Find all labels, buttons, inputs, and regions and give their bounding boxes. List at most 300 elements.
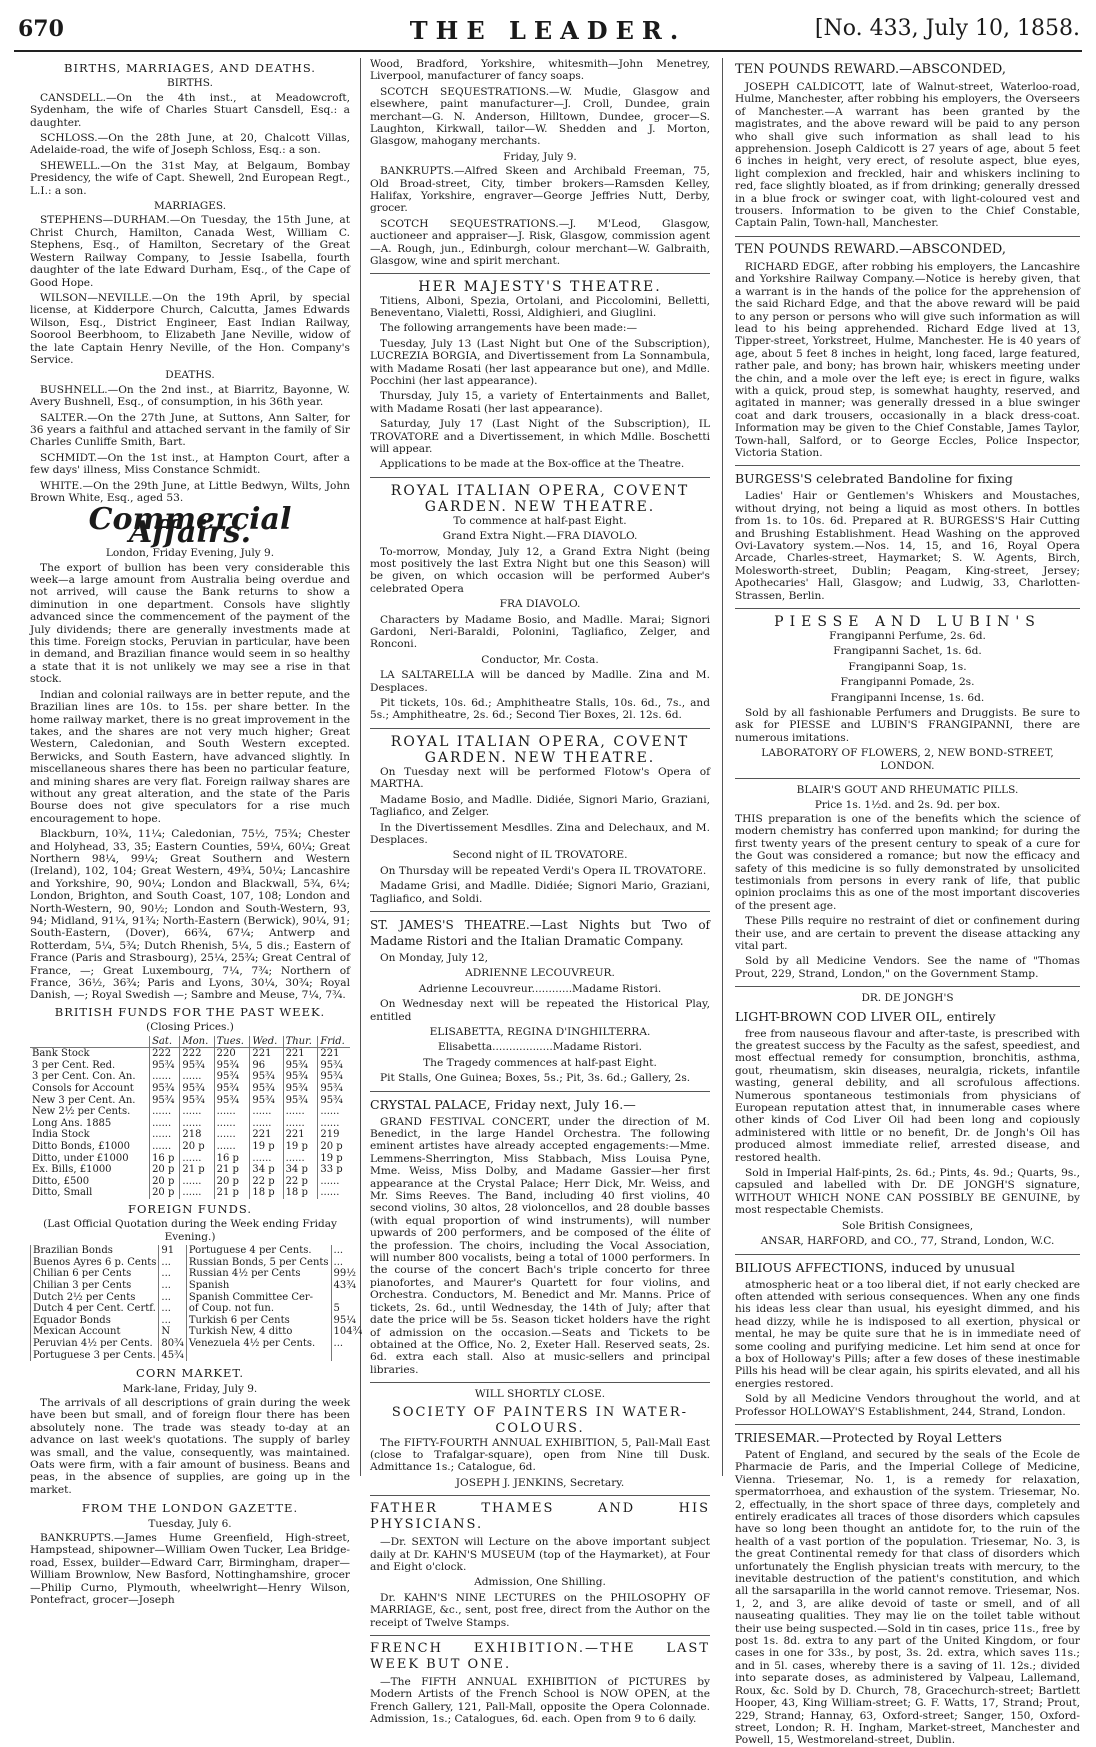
fund-price-cell: 20 p (180, 1141, 214, 1153)
fund-price-cell: 20 p (214, 1176, 250, 1188)
product-line: Frangipanni Pomade, 2s. (840, 676, 975, 689)
commercial-dateline: London, Friday Evening, July 9. (105, 547, 275, 560)
fund-price-cell: 21 p (214, 1187, 250, 1199)
fund-price-cell: ... (331, 1257, 364, 1269)
advert-address: LABORATORY OF FLOWERS, 2, NEW BOND-STREET, LONDON. (761, 747, 1054, 772)
corn-dateline: Mark-lane, Friday, July 9. (122, 1382, 258, 1395)
fund-price-cell: 18 p (283, 1187, 318, 1199)
fund-price-cell: ...... (318, 1106, 350, 1118)
french-exhibition-advert (370, 1641, 710, 1726)
table-row (31, 1292, 365, 1304)
advert-body: The FIFTY-FOURTH ANNUAL EXHIBITION, 5, Pall-Mall East (close to Trafalgar-square), open from Nine till Dusk. Admittance 1s.; Catalogue, 6d. (370, 1436, 710, 1474)
gazette-paragraph: BANKRUPTS.—James Hume Greenfield, High-street, Hampstead, shipowner—William Owen Tucker, Lea Bridge-road, Essex, builder—Edward Carr, Birmingham, draper—William Brownlow, New Basford, Nottinghamshire, grocer—Philip Curno, Plymouth, wheelwright—Henry Wilson, Pontefract, grocer—Joseph (30, 1532, 350, 1607)
blairs-pills-advert (735, 784, 1080, 980)
fund-price-cell: 21 p (214, 1164, 250, 1176)
column-1 (30, 58, 363, 1607)
fund-price-cell: 95¾ (150, 1095, 180, 1107)
funds-column-header: Frid. (318, 1036, 350, 1048)
advert-line: To-morrow, Monday, July 12, a Grand Extra Night (being most positively the last Extra Night but one this Season) will be given, on which occasion will be performed Auber's celebrated Opera (370, 545, 710, 595)
fund-price-cell: 104¾ (331, 1326, 364, 1338)
advert-body: Ladies' Hair or Gentlemen's Whiskers and Moustaches, without drying, not being a liquid as most others. In bottles from 1s. to 10s. 6d. Prepared at R. BURGESS'S Hair Cutting and Brushing Establishment. Head Washing on the approved Ovi-Lavatory system.—Nos. 14, 15, and 16, Royal Opera Arcade, Charles-street, Haymarket; S. W. Agents, Birch, Molesworth-street, Dublin; Peagam, King-street, Jersey; Apothecaries' Hall, Glasgow; and Ludwig, 33, Charlotten-Strassen, Berlin. (735, 490, 1080, 602)
death-notice: SALTER.—On the 27th June, at Suttons, Ann Salter, for 36 years a faithful and attached servant in the family of Sir Charles Cunliffe Smith, Bart. (30, 411, 350, 449)
divider (370, 1091, 710, 1092)
death-notice: BUSHNELL.—On the 2nd inst., at Biarritz, Bayonne, W. Avery Bushnell, Esq., of consumption, in his 36th year. (30, 383, 350, 409)
crystal-palace-advert (370, 1097, 710, 1377)
advert-line: Sole British Consignees, (841, 1219, 974, 1232)
gazette-dateline: Tuesday, July 6. (148, 1517, 232, 1530)
fund-price-cell: 16 p (150, 1153, 180, 1165)
bilious-affections-advert (735, 1260, 1080, 1418)
fund-price-cell: 95¾ (180, 1060, 214, 1072)
fund-name-cell: Brazilian Bonds (31, 1245, 159, 1257)
advert-body: GRAND FESTIVAL CONCERT, under the direction of M. Benedict, in the large Handel Orchestra. The following eminent artistes have already accepted engagements:—Mme. Lemmens-Sherrington, Miss Stabbach, Miss Louisa Pyne, Mme. Weiss, Miss Dolby, and Madame Gassier—her first appearance at the Crystal Palace; Herr Dick, Mr. Weiss, and Mr. Sims Reeves. The Band, including 40 first violins, 40 second violins, 30 altos, 28 violoncellos, and 28 double basses (with equal proportion of wind instruments), will number upwards of 200 performers, and be composed of the élite of the profession. The choirs, including the Vocal Association, will number 800 vocalists, being a total of 1000 performers. In the course of the concert Bach's triple concerto for three pianofortes, and Maurer's Quartett for four violins, and Orchestra. Conductors, M. Benedict and Mr. Manns. Price of tickets, 2s. 6d., until Wednesday, the 14th of July; after that date the price will be 5s. Season ticket holders have the right of admission on the occasion.—Seats and Tickets to be obtained at the Office, No. 2, Exeter Hall. Reserved seats, 2s. 6d. extra each stall. Also at music-sellers and principal libraries. (370, 1115, 710, 1376)
fund-name-cell: 3 per Cent. Con. An. (32, 1071, 136, 1083)
advert-title: BLAIR'S GOUT AND RHEUMATIC PILLS. (796, 784, 1019, 797)
fund-price-cell (331, 1350, 364, 1362)
advert-price: Price 1s. 1½d. and 2s. 9d. per box. (814, 798, 1001, 811)
funds-column-header (30, 1036, 150, 1048)
advert-line: Madame Bosio, and Madlle. Didiée, Signori Mario, Graziani, Tagliafico, and Zelger. (370, 793, 710, 819)
table-row (30, 1176, 350, 1188)
fund-price-cell: 20 p (150, 1164, 180, 1176)
triesemar-advert (735, 1430, 1080, 1747)
fund-price-cell: 95¾ (180, 1095, 214, 1107)
fund-price-cell: 95¾ (214, 1095, 250, 1107)
fund-name-cell: Portuguese 3 per Cents. (31, 1350, 159, 1362)
reward-advert-edge (735, 242, 1080, 460)
fund-price-cell: ...... (180, 1187, 214, 1199)
table-row (31, 1257, 365, 1269)
fund-price-cell: 95¾ (283, 1095, 318, 1107)
advert-body: —The FIFTH ANNUAL EXHIBITION of PICTURES by Modern Artists of the French School is NOW OPEN, at the French Gallery, 121, Pall-Mall, opposite the Opera Colonnade. Admission, 1s.; Catalogues, 6d. each. Open from 9 to 6 daily. (370, 1676, 710, 1726)
fund-price-cell: ... (159, 1315, 186, 1327)
corn-paragraph: The arrivals of all descriptions of grain during the week have been but small, and of foreign flour there has been absolutely none. The trade was steady to-day at an advance on last week's quotations. The supply of barley was small, and the value, consequently, was maintained. Oats were firm, with a fair amount of business. Beans and peas, in the absence of supplies, are going up in the market. (30, 1396, 350, 1496)
fund-name-cell: Bank Stock (32, 1048, 90, 1060)
fund-name-cell: Portuguese 4 per Cents. (186, 1245, 331, 1257)
advert-line: On Tuesday next will be performed Flotow's Opera of MARTHA. (370, 765, 710, 791)
advert-body: These Pills require no restraint of diet or confinement during their use, and are certain to prevent the disease attacking any vital part. (735, 915, 1080, 952)
commercial-paragraph: Blackburn, 10¾, 11¼; Caledonian, 75½, 75¾; Chester and Holyhead, 33, 35; Eastern Counties, 59¼, 60¼; Great Northern 98¼, 99¼; Great Southern and Western (Ireland), 102, 104; Great Western, 49¾, 50¼; Lancashire and Yorkshire, 90, 90¼; London and Blackwall, 5¾, 6¼; London, Brighton, and South Coast, 107, 108; London and North-Western, 90, 90½; London and South-Western, 93, 94; Midland, 91¼, 91¾; North-Eastern (Berwick), 90¼, 91; South-Eastern, (Dover), 66¾, 67¼; Antwerp and Rotterdam, 5¼, 5¾; Dutch Rhenish, 5¼, 5 dis.; Eastern of France (Paris and Strasbourg), 25¼, 25¾; Great Central of France, —; Great Luxembourg, 7¼, 7¾; Northern of France, 36½, 36¾; Paris and Lyons, 30¼, 30¾; Royal Danish, —; Royal Swedish —; Sambre and Meuse, 7¼, 7¾. (30, 828, 350, 1002)
commercial-affairs-heading: Commercial Affairs. (88, 502, 292, 550)
fund-price-cell: 95¾ (250, 1095, 283, 1107)
foreign-funds-heading: FOREIGN FUNDS. (128, 1201, 252, 1216)
advert-title: LIGHT-BROWN COD LIVER OIL, entirely (735, 1008, 996, 1024)
divider (735, 1424, 1080, 1425)
fund-price-cell: ...... (150, 1106, 180, 1118)
fund-name-cell: Peruvian 4½ per Cents. (31, 1338, 159, 1350)
fund-price-cell: 221 (250, 1129, 283, 1141)
fund-price-cell: ...... (250, 1106, 283, 1118)
table-row (30, 1187, 350, 1199)
fund-price-cell: 221 (250, 1048, 283, 1060)
st-jamess-theatre-advert (370, 917, 710, 1085)
fund-price-cell: 22 p (250, 1176, 283, 1188)
fund-name-cell: Equador Bonds (31, 1315, 159, 1327)
fund-name-cell: Ditto, under £1000 (32, 1152, 129, 1164)
her-majestys-theatre-advert (370, 279, 710, 471)
divider (370, 728, 710, 729)
fund-name-cell: Turkish 6 per Cents (186, 1315, 331, 1327)
corn-market-heading: CORN MARKET. (136, 1366, 244, 1381)
fund-price-cell: 19 p (283, 1141, 318, 1153)
advert-title: PIESSE AND LUBIN'S (774, 614, 1041, 631)
fund-price-cell: 96 (250, 1060, 283, 1072)
fund-price-cell: 95¾ (180, 1083, 214, 1095)
fund-name-cell: Venezuela 4½ per Cents. (186, 1338, 331, 1350)
divider (735, 778, 1080, 779)
advert-line: Admission, One Shilling. (474, 1576, 606, 1589)
death-notice: WHITE.—On the 29th June, at Little Bedwyn, Wilts, John Brown White, Esq., aged 53. (30, 479, 350, 504)
advert-line: The Tragedy commences at half-past Eight. (423, 1056, 657, 1069)
birth-notice: SCHLOSS.—On the 28th June, at 20, Chalcott Villas, Adelaide-road, the wife of Joseph Schloss, Esq.: a son. (30, 132, 350, 157)
divider (370, 477, 710, 478)
scotch-sequestrations: SCOTCH SEQUESTRATIONS.—J. M'Leod, Glasgow, auctioneer and appraiser—J. Risk, Glasgow, commission agent—A. Rough, jun., Edinburgh, colour merchant—W. Galbraith, Glasgow, wine and spirit merchant. (370, 217, 710, 268)
advert-signature: JOSEPH J. JENKINS, Secretary. (455, 1476, 625, 1489)
burgess-bandoline-advert (735, 471, 1080, 602)
fund-price-cell: 19 p (250, 1141, 283, 1153)
fund-price-cell: 95¾ (250, 1071, 283, 1083)
fund-price-cell: 221 (318, 1048, 350, 1060)
advert-line: On Monday, July 12, (380, 951, 488, 964)
fund-price-cell: 222 (150, 1048, 180, 1060)
fund-price-cell: 21 p (180, 1164, 214, 1176)
advert-title: ST. JAMES'S THEATRE.—Last Nights but Two of Madame Ristori and the Italian Dramatic Company. (370, 917, 710, 948)
fund-name-cell: New 2½ per Cents. (32, 1106, 131, 1118)
birth-notice: CANSDELL.—On the 4th inst., at Meadowcroft, Sydenham, the wife of Charles Stuart Cansdell, Esq.: a daughter. (30, 91, 350, 129)
fund-price-cell: 20 p (318, 1141, 350, 1153)
royal-italian-opera-advert-2 (370, 734, 710, 905)
gazette-continued: Wood, Bradford, Yorkshire, whitesmith—John Menetrey, Liverpool, manufacturer of fancy soaps. (370, 58, 710, 83)
fund-price-cell: 95¾ (150, 1083, 180, 1095)
fund-price-cell: ...... (318, 1187, 350, 1199)
divider (735, 236, 1080, 237)
fund-price-cell: 20 p (150, 1187, 180, 1199)
fund-price-cell: 95¾ (150, 1060, 180, 1072)
table-row (31, 1338, 365, 1350)
advert-body: JOSEPH CALDICOTT, late of Walnut-street, Waterloo-road, Hulme, Manchester, after robbing his employers, the Overseers of Manchester.—A warrant has been granted by the magistrates, and the above reward will be paid to any person who shall give such information as shall lead to his apprehension. Joseph Caldicott is 27 years of age, about 5 feet 6 inches in height, very erect, of resolute aspect, blue eyes, light complexion and freckled, hair and whiskers inclining to red, face slightly bloated, as if from drinking; generally dressed in a blue frock or swinger coat, with light-coloured vest and trousers. Information to be given to the Chief Constable, Captain Palin, Town-hall, Manchester. (735, 81, 1080, 230)
advert-line: Applications to be made at the Box-office at the Theatre. (380, 458, 685, 471)
commercial-paragraph: Indian and colonial railways are in better repute, and the Brazilian lines are 10s. to 15s. per share better. In the home railway market, there is no great improvement in the takes, and the shares are not very much higher; Great Western, Caledonian, and South Western excepted. Berwicks, and South Eastern, have advanced slightly. In miscellaneous shares there has been no particular feature, and mining shares are very flat. Foreign railway shares are without any great alteration, and the state of the Paris Bourse does not give speculators for a rise much encouragement to hope. (30, 688, 350, 825)
fund-price-cell: 95¾ (214, 1060, 250, 1072)
funds-column-header: Tues. (214, 1036, 250, 1048)
commercial-paragraph: The export of bullion has been very considerable this week—a large amount from Australia being overdue and not arrived, will cause the Bank returns to show a diminution in one department. Consols have slightly advanced since the commencement of the payment of the July dividends; there are generally investments made at this time. Foreign stocks, Peruvian in particular, have been in demand, and Brazilian finance would seem in so healthy a state that it is not unlikely we may see a rise in that stock. (30, 561, 350, 686)
table-row (30, 1118, 350, 1130)
divider (370, 911, 710, 912)
fund-name-cell: Turkish New, 4 ditto (186, 1326, 331, 1338)
fund-price-cell: ...... (150, 1118, 180, 1130)
fund-price-cell: 95¾ (318, 1095, 350, 1107)
advert-body: —Dr. SEXTON will Lecture on the above important subject daily at Dr. KAHN'S MUSEUM (top of the Haymarket), at Four and Eight o'clock. (370, 1536, 710, 1573)
advert-line: Thursday, July 15, a variety of Entertainments and Ballet, with Madame Rosati (her last appearance). (370, 390, 710, 415)
fund-price-cell: 95¾ (283, 1071, 318, 1083)
advert-line: On Wednesday next will be repeated the Historical Play, entitled (370, 998, 710, 1023)
fund-price-cell: 19 p (318, 1153, 350, 1165)
fund-price-cell: 18 p (250, 1187, 283, 1199)
page-number: 670 (18, 16, 64, 42)
fund-name-cell: 3 per Cent. Red. (32, 1059, 116, 1071)
column-3 (735, 58, 1080, 1747)
divider (370, 1635, 710, 1636)
foreign-funds-subheading: (Last Official Quotation during the Week ending Friday Evening.) (43, 1218, 337, 1243)
fund-price-cell: 95¾ (318, 1071, 350, 1083)
gazette-friday-dateline: Friday, July 9. (503, 150, 577, 163)
fund-price-cell: N (159, 1326, 186, 1338)
advert-body: Patent of England, and secured by the seals of the Ecole de Pharmacie de Paris, and the Imperial College of Medicine, Vienna. Triesemar, No. 1, is a remedy for relaxation, spermatorrhoea, and exhaustion of the system. Triesemar, No. 2, effectually, in the short space of three days, completely and entirely eradicates all traces of those disorders which capsules have so long been thought an antidote for, to the ruin of the health of a vast portion of the population. Triesemar, No. 3, is the great Continental remedy for that class of disorders which unfortunately the English physician treats with mercury, to the inevitable destruction of the patient's constitution, and which all the sarsaparilla in the world cannot remove. Triesemar, Nos. 1, 2, and 3, are alike devoid of taste or smell, and of all nauseating qualities. They may lie on the toilet table without their use being suspected.—Sold in tin cases, price 11s., free by post 1s. 8d. extra to any part of the United Kingdom, or four cases in one for 33s., by post, 3s. 2d. extra, which saves 11s.; and in 5l. cases, whereby there is a saving of 1l. 12s.; divided into separate doses, as administered by Valpeau, Lallemand, Roux, &c. Sold by D. Church, 78, Gracechurch-street; Bartlett Hooper, 43, King William-street; G. F. Watts, 17, Strand; Prout, 229, Strand; Hannay, 63, Oxford-street; Sanger, 150, Oxford-street, London; R. H. Ingham, Market-street, Manchester and Powell, 15, Westmoreland-street, Dublin. (735, 1448, 1080, 1747)
table-row (31, 1303, 365, 1315)
fund-price-cell: 22 p (283, 1176, 318, 1188)
table-row (31, 1268, 365, 1280)
fund-price-cell (331, 1292, 364, 1304)
divider (735, 465, 1080, 466)
advert-line: The following arrangements have been made:— (380, 322, 638, 335)
fund-price-cell: 20 p (150, 1176, 180, 1188)
fund-price-cell: 95¾ (214, 1071, 250, 1083)
divider (735, 986, 1080, 987)
fund-price-cell: 80¾ (159, 1338, 186, 1350)
table-row (31, 1280, 365, 1292)
fund-price-cell: 16 p (214, 1153, 250, 1165)
fund-price-cell: ...... (180, 1071, 214, 1083)
publication-title: THE LEADER. (409, 16, 687, 45)
fund-name-cell: Russian 4½ per Cents (186, 1268, 331, 1280)
births-subheading: BIRTHS. (167, 77, 213, 90)
funds-column-header: Thur. (283, 1036, 318, 1048)
advert-line: Titiens, Alboni, Spezia, Ortolani, and Piccolomini, Belletti, Beneventano, Vialetti, Rossi, Aldighieri, and Giuglini. (370, 294, 710, 319)
fund-name-cell: Spanish (186, 1280, 331, 1292)
advert-line: Madame Grisi, and Madlle. Didiée; Signori Mario, Graziani, Tagliafico, and Soldi. (370, 880, 710, 905)
death-notice: SCHMIDT.—On the 1st inst., at Hampton Court, after a few days' illness, Miss Constance Schmidt. (30, 451, 350, 477)
fund-name-cell: Chilian 6 per Cents (31, 1268, 159, 1280)
advert-line: Elisabetta..................Madame Ristori. (438, 1041, 642, 1054)
fund-price-cell: 221 (283, 1129, 318, 1141)
table-row (30, 1129, 350, 1141)
fund-name-cell: Consols for Account (32, 1083, 134, 1095)
advert-title: BURGESS'S celebrated Bandoline for fixing (735, 471, 1013, 487)
advert-line: ADRIENNE LECOUVREUR. (465, 967, 615, 980)
advert-line: Tuesday, July 13 (Last Night but One of the Subscription), LUCREZIA BORGIA, and Divertissement from La Sonnambula, with Madame Rosati (her last appearance but one), and Mdlle. Pocchini (her last appearance). (370, 337, 710, 387)
product-line: Frangipanni Soap, 1s. (848, 660, 967, 673)
divider (370, 273, 710, 274)
column-rule (722, 58, 723, 1476)
product-line: Frangipanni Incense, 1s. 6d. (830, 691, 985, 704)
advert-line: Grand Extra Night.—FRA DIAVOLO. (442, 530, 638, 543)
table-row (30, 1106, 350, 1118)
advert-body: Sold by all fashionable Perfumers and Druggists. Be sure to ask for PIESSE and LUBIN'S FRANGIPANNI, there are numerous imitations. (735, 707, 1080, 744)
fund-price-cell: 99½ (331, 1268, 364, 1280)
marriage-notice: STEPHENS—DURHAM.—On Tuesday, the 15th June, at Christ Church, Hamilton, Canada West, William C. Stephens, Esq., of Hamilton, Secretary of the Great Western Railway Company, to Jessie Isabella, fourth daughter of the late Edward Durham, Esq., of the Cape of Good Hope. (30, 214, 350, 289)
advert-line: Pit tickets, 10s. 6d.; Amphitheatre Stalls, 10s. 6d., 7s., and 5s.; Amphitheatre, 2s. 6d.; Second Tier Boxes, 2l. 12s. 6d. (370, 697, 710, 722)
advert-body: RICHARD EDGE, after robbing his employers, the Lancashire and Yorkshire Railway Company.—Notice is hereby given, that a warrant is in the hands of the police for the apprehension of the said Richard Edge, and that the above reward will be paid to any person or persons who will give such information as will lead to his being apprehended. Richard Edge lived at 13, Tipper-street, Yorkstreet, Hulme, Manchester. He is 40 years of age, about 5 feet 8 inches in height, long faced, large featured, rather pale, and bony; has brown hair, whiskers meeting under the chin, and a mole over the left eye; is erect in figure, walks with a quick, proud step, is somewhat haughty, reserved, and agitated in manner; was generally dressed in a blue swinger coat and dark trousers, occasionally in a black dress-coat. Information may be given to the Chief Constable, James Taylor, Town-hall, Salford, or to George Eccles, Police Inspector, Victoria Station. (735, 260, 1080, 459)
marriage-notice: WILSON—NEVILLE.—On the 19th April, by special license, at Kidderpore Church, Calcutta, James Edwards Wilson, Esq., District Engineer, East Indian Railway, Soorool Beerbhoom, to Elizabeth Jane Neville, widow of the late Captain Henry Neville, of the Hon. Company's Service. (30, 291, 350, 366)
advert-line: Dr. KAHN'S NINE LECTURES on the PHILOSOPHY OF MARRIAGE, &c., sent, post free, direct from the Author on the receipt of Twelve Stamps. (370, 1591, 710, 1629)
fund-price-cell: ...... (318, 1118, 350, 1130)
table-row (31, 1350, 365, 1362)
advert-title: TRIESEMAR.—Protected by Royal Letters (735, 1429, 1002, 1445)
fund-price-cell: 5 (331, 1303, 364, 1315)
fund-price-cell: 95¾ (318, 1083, 350, 1095)
table-row (30, 1048, 350, 1060)
advert-body: Sold by all Medicine Vendors. See the name of "Thomas Prout, 229, Strand, London," on the Government Stamp. (735, 955, 1080, 980)
fund-price-cell: ...... (180, 1106, 214, 1118)
father-thames-advert (370, 1501, 710, 1629)
fund-name-cell: Ditto, Small (32, 1187, 93, 1199)
fund-name-cell: New 3 per Cent. An. (32, 1094, 136, 1106)
fund-price-cell: ...... (283, 1118, 318, 1130)
fund-price-cell: 95¾ (214, 1083, 250, 1095)
fund-price-cell: 95¾ (283, 1083, 318, 1095)
fund-price-cell: 95¼ (331, 1315, 364, 1327)
advert-line: Conductor, Mr. Costa. (481, 653, 599, 666)
fund-price-cell: ...... (214, 1129, 250, 1141)
scotch-sequestrations: SCOTCH SEQUESTRATIONS.—W. Mudie, Glasgow and elsewhere, paint manufacturer—J. Croll, Dundee, grain merchant—G. N. Anderson, Hilltown, Dundee, grocer—S. Laughton, Kirkwall, tailor—W. Shedden and J. Morton, Glasgow, mahogany merchants. (370, 85, 710, 148)
divider (370, 1495, 710, 1496)
gazette-heading: FROM THE LONDON GAZETTE. (81, 1501, 299, 1516)
advert-kicker: DR. DE JONGH'S (861, 992, 954, 1005)
fund-name-cell: Buenos Ayres 6 p. Cents (31, 1257, 159, 1269)
funds-column-header: Sat. (150, 1036, 180, 1048)
advert-title: CRYSTAL PALACE, Friday next, July 16.— (370, 1096, 636, 1112)
product-line: Frangipanni Sachet, 1s. 6d. (833, 645, 982, 658)
painters-society-advert (370, 1388, 710, 1489)
fund-price-cell: ...... (150, 1071, 180, 1083)
advert-body: Sold by all Medicine Vendors throughout the world, and at Professor HOLLOWAY'S Establishment, 244, Strand, London. (735, 1393, 1080, 1418)
fund-price-cell: 218 (180, 1129, 214, 1141)
funds-column-header: Mon. (180, 1036, 214, 1048)
fund-price-cell: ... (159, 1268, 186, 1280)
fund-price-cell: 220 (214, 1048, 250, 1060)
fund-price-cell: 33 p (318, 1164, 350, 1176)
royal-italian-opera-advert (370, 483, 710, 722)
fund-name-cell: Mexican Account (31, 1326, 159, 1338)
product-line: Frangipanni Perfume, 2s. 6d. (829, 630, 986, 643)
advert-body: free from nauseous flavour and after-taste, is prescribed with the greatest success by the Faculty as the safest, speediest, and most effectual remedy for consumption, bronchitis, asthma, gout, rheumatism, skin diseases, neuralgia, rickets, infantile wasting, general debility, and all scrofulous affections. Numerous spontaneous testimonials from physicians of European reputation attest that, in innumerable cases where other kinds of Cod Liver Oil had been long and copiously administered with little or no benefit, Dr. de Jongh's Oil has produced almost immediate relief, arrested disease, and restored health. (735, 1027, 1080, 1164)
table-row (30, 1071, 350, 1083)
funds-column-header: Wed. (250, 1036, 283, 1048)
fund-price-cell: ... (331, 1245, 364, 1257)
fund-name-cell: Dutch 2½ per Cents (31, 1292, 159, 1304)
fund-name-cell: Ditto, £500 (32, 1175, 90, 1187)
page-header (14, 14, 1082, 52)
advert-title: FRENCH EXHIBITION.—THE LAST WEEK BUT ONE. (370, 1641, 710, 1672)
table-row (30, 1164, 350, 1176)
marriages-subheading: MARRIAGES. (153, 200, 227, 213)
table-row (31, 1326, 365, 1338)
fund-name-cell: Dutch 4 per Cent. Certf. (31, 1303, 159, 1315)
fund-price-cell: ... (159, 1280, 186, 1292)
fund-price-cell: 34 p (283, 1164, 318, 1176)
fund-price-cell: ... (159, 1303, 186, 1315)
advert-title: BILIOUS AFFECTIONS, induced by unusual (735, 1259, 1015, 1275)
divider (735, 1254, 1080, 1255)
fund-price-cell: ...... (150, 1141, 180, 1153)
advert-address: ANSAR, HARFORD, and CO., 77, Strand, London, W.C. (760, 1235, 1055, 1248)
advert-title: TEN POUNDS REWARD.—ABSCONDED, (735, 241, 1006, 257)
fund-name-cell: India Stock (32, 1129, 90, 1141)
advert-title: SOCIETY OF PAINTERS IN WATER-COLOURS. (391, 1404, 689, 1436)
advert-line: ELISABETTA, REGINA D'INGHILTERRA. (429, 1025, 651, 1038)
de-jongh-cod-liver-oil-advert (735, 992, 1080, 1247)
table-row (30, 1141, 350, 1153)
piesse-lubin-advert (735, 614, 1080, 772)
fund-price-cell: 43¾ (331, 1280, 364, 1292)
fund-price-cell: 95¾ (283, 1060, 318, 1072)
table-row (30, 1095, 350, 1107)
advert-line: LA SALTARELLA will be danced by Madlle. Zina and M. Desplaces. (370, 669, 710, 694)
advert-line: FRA DIAVOLO. (499, 598, 581, 611)
advert-title: ROYAL ITALIAN OPERA, COVENT GARDEN. NEW THEATRE. (390, 733, 690, 766)
table-row (31, 1315, 365, 1327)
advert-line: Second night of IL TROVATORE. (452, 849, 628, 862)
fund-name-cell: of Coup. not fun. (186, 1303, 331, 1315)
fund-price-cell: ...... (250, 1118, 283, 1130)
table-row (30, 1083, 350, 1095)
fund-price-cell: 45¾ (159, 1350, 186, 1362)
fund-name-cell: Ditto Bonds, £1000 (32, 1141, 130, 1152)
advert-kicker: WILL SHORTLY CLOSE. (474, 1388, 606, 1401)
advert-line: Pit Stalls, One Guinea; Boxes, 5s.; Pit, 3s. 6d.; Gallery, 2s. (380, 1072, 691, 1085)
fund-price-cell: ...... (180, 1153, 214, 1165)
fund-price-cell: ...... (250, 1153, 283, 1165)
reward-advert-caldicott (735, 62, 1080, 230)
fund-price-cell: ...... (283, 1153, 318, 1165)
british-funds-heading: BRITISH FUNDS FOR THE PAST WEEK. (54, 1004, 326, 1019)
fund-name-cell: Chilian 3 per Cents (31, 1280, 159, 1292)
fund-price-cell: ... (331, 1338, 364, 1350)
fund-price-cell: 219 (318, 1129, 350, 1141)
advert-line: Adrienne Lecouvreur............Madame Ristori. (418, 982, 662, 995)
bankrupts-paragraph: BANKRUPTS.—Alfred Skeen and Archibald Freeman, 75, Old Broad-street, City, timber brokers—Ramsden Kelley, Halifax, Yorkshire, engraver—George Jeffries Nutt, Derby, grocer. (370, 165, 710, 215)
deaths-subheading: DEATHS. (165, 369, 215, 382)
fund-price-cell: ...... (318, 1176, 350, 1188)
fund-price-cell: 221 (283, 1048, 318, 1060)
advert-line: In the Divertissement Mesdlles. Zina and Delechaux, and M. Desplaces. (370, 821, 710, 846)
fund-price-cell: ... (159, 1292, 186, 1304)
fund-name-cell (186, 1350, 331, 1362)
advert-title: TEN POUNDS REWARD.—ABSCONDED, (735, 62, 1006, 77)
fund-price-cell: 222 (180, 1048, 214, 1060)
fund-price-cell: 95¾ (318, 1060, 350, 1072)
table-row (31, 1245, 365, 1257)
column-2 (370, 58, 710, 1726)
fund-price-cell: ...... (283, 1106, 318, 1118)
fund-price-cell: ...... (180, 1176, 214, 1188)
fund-price-cell: ...... (180, 1118, 214, 1130)
advert-body: Sold in Imperial Half-pints, 2s. 6d.; Pints, 4s. 9d.; Quarts, 9s., capsuled and labelled with Dr. DE JONGH'S signature, WITHOUT WHICH NONE CAN POSSIBLY BE GENUINE, by most respectable Chemists. (735, 1167, 1080, 1217)
advert-title: ROYAL ITALIAN OPERA, COVENT GARDEN. NEW THEATRE. (390, 482, 690, 515)
fund-price-cell: ...... (214, 1118, 250, 1130)
fund-name-cell: Russian Bonds, 5 per Cents (186, 1257, 331, 1269)
fund-name-cell: Spanish Committee Cer- (186, 1292, 331, 1304)
divider (370, 1382, 710, 1383)
fund-price-cell: ...... (150, 1129, 180, 1141)
fund-price-cell: 95¾ (250, 1083, 283, 1095)
table-row (30, 1060, 350, 1072)
fund-price-cell: 91 (159, 1245, 186, 1257)
births-heading: BIRTHS, MARRIAGES, AND DEATHS. (64, 61, 316, 75)
advert-line: On Thursday will be repeated Verdi's Opera IL TROVATORE. (380, 864, 707, 877)
advert-line: To commence at half-past Eight. (453, 514, 627, 527)
advert-body: THIS preparation is one of the benefits which the science of modern chemistry has conferred upon mankind; for during the first twenty years of the present century to speak of a cure for the Gout was considered a romance; but now the efficacy and safety of this medicine is so fully demonstrated by unsolicited testimonials from persons in every rank of life, that public opinion proclaims this as one of the most important discoveries of the present age. (735, 812, 1080, 912)
fund-price-cell: ...... (214, 1106, 250, 1118)
british-funds-subheading: (Closing Prices.) (146, 1021, 234, 1034)
foreign-funds-table (30, 1245, 364, 1361)
advert-body: atmospheric heat or a too liberal diet, if not early checked are often attended with serious consequences. When any one finds his ideas less clear than usual, his eyesight dimmed, and his head dizzy, while he is indisposed to all exertion, physical or mental, he may be quite sure that he is in immediate need of some cooling and purifying medicine. Let him send at once for a box of Holloway's Pills; after a few doses of these inestimable Pills his head will be clear again, his spirits elevated, and all his energies restored. (735, 1278, 1080, 1390)
table-row (30, 1153, 350, 1165)
advert-line: Characters by Madame Bosio, and Madlle. Marai; Signori Gardoni, Neri-Baraldi, Polonini, Tagliafico, Zelger, and Ronconi. (370, 613, 710, 651)
divider (735, 608, 1080, 609)
advert-line: Saturday, July 17 (Last Night of the Subscription), IL TROVATORE and a Divertissement, in which Mdlle. Boschetti will appear. (370, 418, 710, 455)
british-funds-table (30, 1036, 350, 1199)
